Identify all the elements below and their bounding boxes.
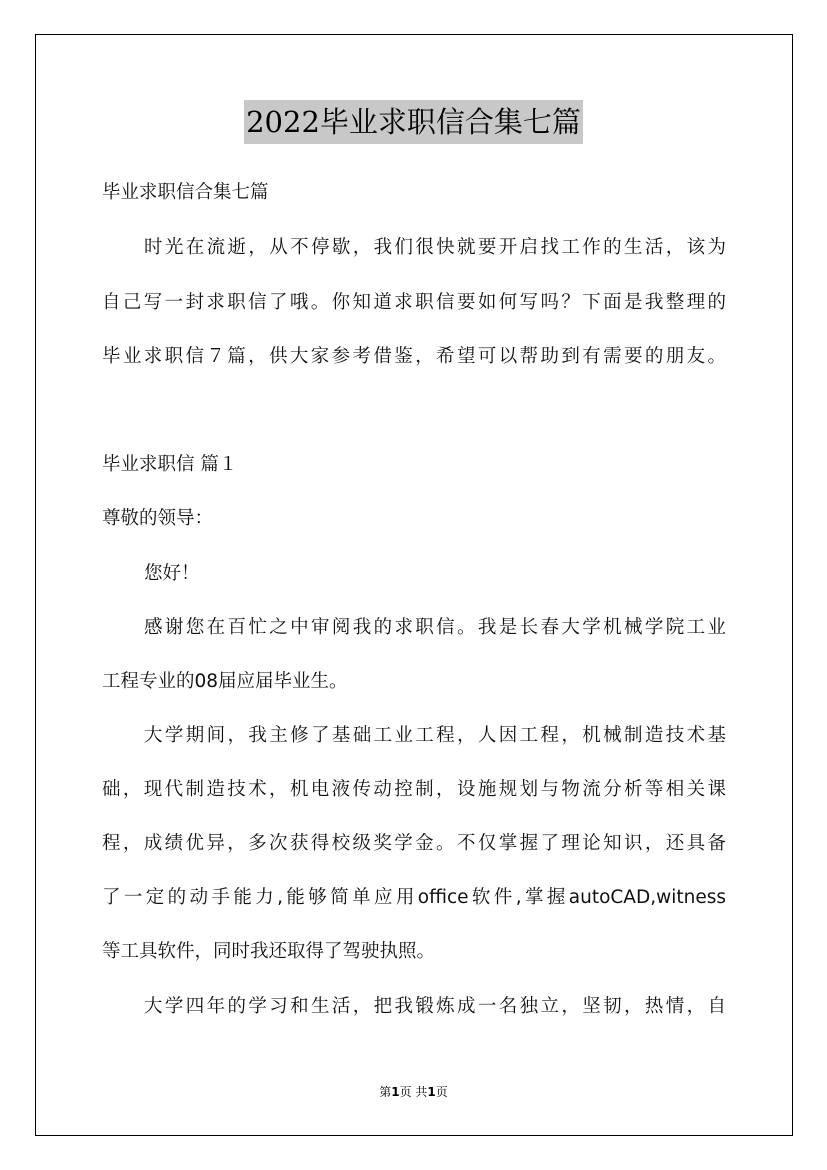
- greeting: 您好！: [144, 563, 200, 584]
- title-container: [0, 100, 827, 144]
- para3-line-1: 大学四年的学习和生活，把我锻炼成一名独立，坚韧，热情，自: [144, 996, 726, 1017]
- para1-line-1: 感谢您在百忙之中审阅我的求职信。我是长春大学机械学院工业: [144, 617, 726, 638]
- section-heading: 毕业求职信 篇１: [102, 454, 238, 475]
- para2-line-4: 了一定的动手能力,能够简单应用office软件,掌握autoCAD,witness: [102, 887, 726, 908]
- intro-line-2: 自己写一封求职信了哦。你知道求职信要如何写吗？下面是我整理的: [102, 292, 726, 313]
- para1-line-2: 工程专业的08届应届毕业生。: [102, 671, 348, 692]
- para2-line-1: 大学期间，我主修了基础工业工程，人因工程，机械制造技术基: [144, 725, 726, 746]
- footer-mid: 页 共: [399, 1085, 428, 1099]
- subtitle: 毕业求职信合集七篇: [102, 182, 269, 203]
- document-title: 2022毕业求职信合集七篇: [244, 100, 583, 144]
- footer-prefix: 第: [379, 1085, 392, 1099]
- intro-line-3: 毕业求职信７篇，供大家参考借鉴，希望可以帮助到有需要的朋友。: [102, 346, 726, 367]
- para2-line-5: 等工具软件，同时我还取得了驾驶执照。: [102, 941, 436, 962]
- page-footer: [0, 1083, 827, 1100]
- para2-line-2: 础，现代制造技术，机电液传动控制，设施规划与物流分析等相关课: [102, 779, 726, 800]
- footer-page-number: 1: [391, 1085, 400, 1099]
- footer-total-pages: 1: [427, 1085, 436, 1099]
- para2-line-3: 程，成绩优异，多次获得校级奖学金。不仅掌握了理论知识，还具备: [102, 833, 726, 854]
- intro-line-1: 时光在流逝，从不停歇，我们很快就要开启找工作的生活，该为: [144, 237, 726, 258]
- footer-suffix: 页: [435, 1085, 448, 1099]
- salutation: 尊敬的领导：: [102, 508, 214, 529]
